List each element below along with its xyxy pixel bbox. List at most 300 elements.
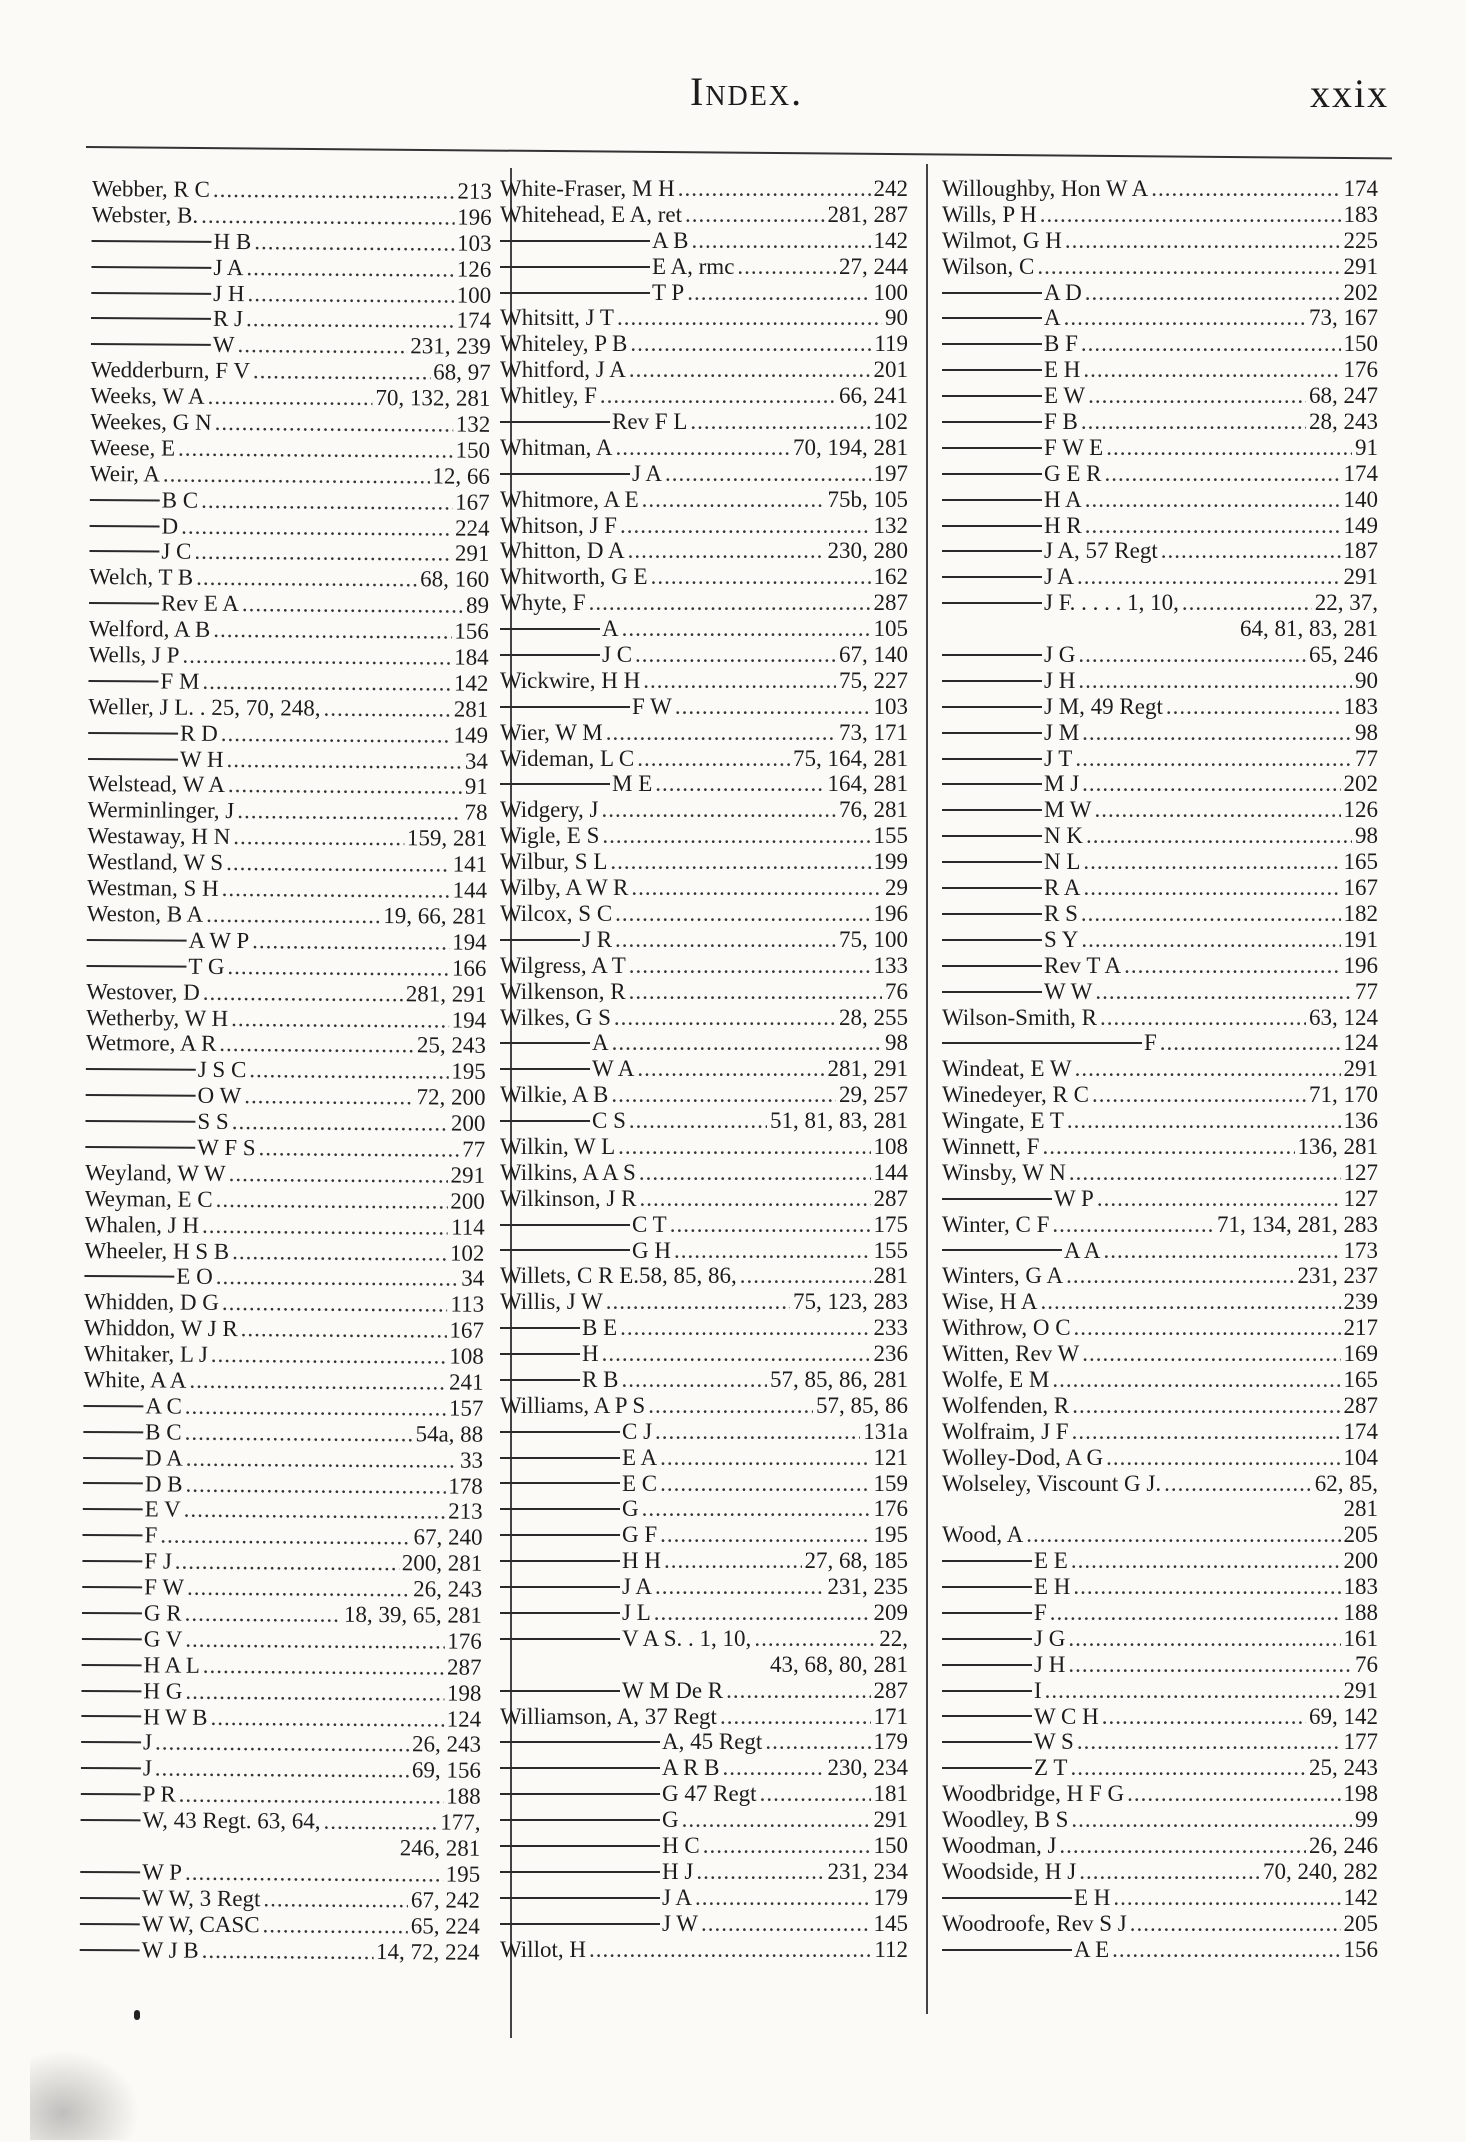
index-entry — [87, 875, 487, 904]
index-entry — [942, 409, 1378, 435]
repeat-dash — [500, 1638, 620, 1640]
index-entry — [942, 176, 1378, 202]
index-entry — [942, 1367, 1378, 1393]
entry-pages: 136 — [1343, 1108, 1378, 1134]
leader-dots — [1040, 202, 1341, 228]
leader-dots — [1127, 1781, 1340, 1807]
entry-pages: 149 — [1343, 512, 1378, 538]
index-entry — [500, 1626, 908, 1652]
leader-dots — [1059, 1833, 1306, 1859]
entry-pages: 65, 246 — [1309, 642, 1378, 668]
repeat-dash — [942, 1664, 1032, 1666]
entry-name: Whitaker, L J — [83, 1341, 208, 1367]
leader-dots — [660, 1471, 870, 1497]
entry-name: Witten, Rev W — [942, 1341, 1080, 1367]
repeat-dash — [942, 783, 1042, 785]
entry-pages: 34 — [461, 1266, 485, 1292]
entry-name: W W — [1044, 978, 1093, 1004]
index-entry — [90, 409, 490, 438]
repeat-dash — [86, 1068, 196, 1071]
leader-dots — [252, 928, 449, 955]
index-entry — [86, 1030, 486, 1059]
leader-dots — [1075, 1056, 1341, 1082]
entry-pages: 291 — [450, 1162, 486, 1188]
entry-name: Widgery, J — [500, 797, 599, 823]
repeat-dash — [942, 1767, 1032, 1769]
index-entry — [500, 901, 908, 927]
repeat-dash — [942, 1586, 1032, 1588]
entry-name: Rev F L — [612, 409, 688, 435]
leader-dots — [602, 1341, 871, 1367]
entry-name: J M, 49 Regt — [1044, 693, 1163, 719]
entry-name: H R — [1044, 512, 1082, 538]
entry-pages: 194 — [452, 929, 487, 955]
leader-dots — [629, 979, 882, 1005]
entry-pages: 195 — [873, 1522, 908, 1548]
index-entry — [500, 1108, 908, 1134]
index-entry — [942, 771, 1378, 797]
index-entry — [500, 1833, 908, 1859]
entry-name: E H — [1074, 1884, 1111, 1910]
index-entry — [942, 1263, 1378, 1289]
entry-pages: 25, 243 — [1309, 1755, 1378, 1781]
leader-dots — [600, 383, 836, 409]
repeat-dash — [82, 1560, 142, 1562]
repeat-dash — [942, 369, 1042, 371]
entry-pages: 22, — [879, 1625, 908, 1651]
entry-name: Wood, A — [942, 1522, 1024, 1548]
repeat-dash — [942, 395, 1042, 397]
leader-dots — [675, 694, 871, 720]
entry-name: Wells, J P — [88, 642, 180, 668]
index-entry — [91, 331, 491, 360]
repeat-dash — [500, 706, 630, 708]
repeat-dash — [90, 499, 160, 501]
entry-name: F W — [632, 693, 672, 719]
entry-name: M E — [612, 771, 653, 797]
entry-pages: 71, 170 — [1309, 1082, 1378, 1108]
index-entry — [942, 1108, 1378, 1134]
repeat-dash — [942, 576, 1042, 578]
repeat-dash — [500, 939, 580, 941]
entry-pages: 73, 171 — [839, 719, 908, 745]
leader-dots — [1105, 461, 1341, 487]
entry-name: Wilkins, A A S — [500, 1159, 636, 1185]
entry-pages: 155 — [873, 1237, 908, 1263]
entry-pages: 127 — [1343, 1185, 1378, 1211]
leader-dots — [210, 1704, 443, 1732]
index-column-1 — [80, 176, 492, 1965]
entry-name: Whitton, D A — [500, 538, 625, 564]
leader-dots — [1050, 1600, 1341, 1626]
index-entry — [500, 1652, 908, 1678]
leader-dots — [691, 228, 870, 254]
leader-dots — [1097, 1186, 1341, 1212]
repeat-dash — [83, 1457, 143, 1459]
index-entry — [942, 1600, 1378, 1626]
entry-name: Wolley-Dod, A G — [942, 1444, 1104, 1470]
leader-dots — [664, 1548, 802, 1574]
leader-dots — [670, 1212, 871, 1238]
repeat-dash — [80, 1897, 140, 1899]
entry-pages: 198 — [446, 1680, 482, 1706]
leader-dots — [179, 1782, 444, 1810]
index-entry — [500, 1186, 908, 1212]
entry-name: E A — [622, 1444, 658, 1470]
entry-pages: 241 — [449, 1369, 484, 1395]
leader-dots — [612, 1030, 882, 1056]
leader-dots — [606, 1289, 790, 1315]
leader-dots — [615, 901, 870, 927]
repeat-dash — [500, 1224, 630, 1226]
leader-dots — [1073, 1574, 1340, 1600]
index-entry — [89, 590, 489, 619]
repeat-dash — [942, 1612, 1032, 1614]
entry-name: B F — [1044, 331, 1078, 357]
index-entry — [82, 1600, 482, 1629]
leader-dots — [602, 823, 870, 849]
entry-pages: 165 — [1343, 849, 1378, 875]
entry-name: Rev T A — [1044, 952, 1122, 978]
entry-name: W S — [1034, 1729, 1074, 1755]
entry-name: Westaway, H N — [87, 823, 231, 850]
repeat-dash — [500, 1120, 590, 1122]
repeat-dash — [500, 421, 610, 423]
leader-dots — [1072, 1419, 1341, 1445]
leader-dots — [720, 1704, 871, 1730]
leader-dots — [622, 616, 871, 642]
index-entry — [942, 875, 1378, 901]
entry-pages: 198 — [1343, 1781, 1378, 1807]
entry-name: Welstead, W A — [87, 771, 226, 798]
index-entry — [84, 1367, 484, 1396]
entry-pages: 69, 142 — [1309, 1703, 1378, 1729]
entry-name: Webber, R C — [91, 176, 210, 202]
leader-dots — [194, 539, 452, 567]
entry-pages: 231, 239 — [410, 333, 491, 360]
repeat-dash — [500, 1327, 580, 1329]
index-entry — [942, 564, 1378, 590]
leader-dots — [1065, 228, 1341, 254]
index-entry — [500, 616, 908, 642]
entry-name: Windeat, E W — [942, 1056, 1072, 1082]
leader-dots — [737, 254, 836, 280]
leader-dots — [175, 1549, 399, 1576]
repeat-dash — [500, 1431, 620, 1433]
entry-pages: 174 — [456, 308, 492, 334]
leader-dots — [639, 1160, 871, 1186]
entry-name: F B — [1044, 409, 1078, 435]
entry-name: Wedderburn, F V — [90, 357, 251, 384]
leader-dots — [648, 1393, 813, 1419]
entry-name: Westover, D — [86, 978, 200, 1005]
leader-dots — [655, 1419, 860, 1445]
leader-dots — [685, 202, 824, 228]
entry-name: J A — [662, 1884, 693, 1910]
entry-pages: 179 — [873, 1884, 908, 1910]
entry-pages: 291 — [873, 1807, 908, 1833]
entry-name: F J — [144, 1548, 172, 1574]
entry-pages: 70, 240, 282 — [1263, 1858, 1378, 1884]
repeat-dash — [84, 1275, 174, 1278]
entry-name: Whidden, D G — [84, 1289, 220, 1316]
leader-dots — [237, 798, 461, 825]
index-entry — [942, 979, 1378, 1005]
entry-name: H B — [213, 228, 252, 254]
index-entry — [85, 1134, 485, 1163]
entry-pages: 291 — [454, 541, 490, 567]
index-entry — [942, 228, 1378, 254]
index-entry — [500, 1885, 908, 1911]
entry-pages: 156 — [454, 618, 489, 644]
entry-name: J — [142, 1729, 153, 1755]
entry-name: Werminlinger, J — [87, 797, 235, 824]
leader-dots — [682, 1807, 871, 1833]
entry-name: Weyman, E C — [84, 1185, 213, 1212]
entry-pages: 167 — [455, 489, 490, 515]
entry-name: E H — [1034, 1574, 1071, 1600]
repeat-dash — [83, 1431, 143, 1433]
leader-dots — [1068, 1652, 1352, 1678]
leader-dots — [1037, 254, 1340, 280]
entry-name: E V — [144, 1496, 181, 1523]
entry-pages: 177 — [1343, 1729, 1378, 1755]
repeat-dash — [89, 602, 159, 604]
entry-pages: 105 — [873, 616, 908, 642]
entry-name: Wetherby, W H — [86, 1004, 229, 1031]
entry-name: Williamson, A, 37 Regt — [500, 1703, 717, 1729]
entry-pages: 202 — [1343, 771, 1378, 797]
repeat-dash — [83, 1405, 143, 1407]
entry-pages: 200 — [450, 1110, 486, 1136]
leader-dots — [1085, 513, 1341, 539]
entry-name: Weir, A — [89, 460, 161, 487]
leader-dots — [620, 513, 871, 539]
index-entry — [942, 1652, 1378, 1678]
index-entry — [500, 1859, 908, 1885]
repeat-dash — [942, 1741, 1032, 1743]
leader-dots — [196, 565, 417, 592]
entry-pages: 57, 85, 86, 281 — [770, 1366, 908, 1392]
index-entry — [942, 435, 1378, 461]
entry-pages: 202 — [1343, 279, 1378, 305]
entry-name: Whitmore, A E — [500, 486, 639, 512]
repeat-dash — [500, 266, 650, 268]
repeat-dash — [942, 758, 1042, 760]
entry-pages: 188 — [1343, 1599, 1378, 1625]
index-entry — [500, 1238, 908, 1264]
index-entry — [500, 1056, 908, 1082]
leader-dots — [1077, 1729, 1341, 1755]
index-entry — [500, 1937, 908, 1963]
index-entry — [942, 1056, 1378, 1082]
repeat-dash — [500, 1042, 590, 1044]
entry-pages: 231, 237 — [1297, 1263, 1378, 1289]
entry-name: Willis, J W — [500, 1289, 603, 1315]
index-entry — [500, 1212, 908, 1238]
entry-name: G 47 Regt — [662, 1781, 757, 1807]
entry-name: Wilkinson, J R — [500, 1185, 637, 1211]
index-entry — [91, 357, 491, 386]
leader-dots — [232, 1239, 447, 1266]
entry-name: H C — [662, 1833, 700, 1858]
index-entry — [87, 927, 487, 956]
repeat-dash — [85, 1146, 195, 1149]
leader-dots — [241, 1316, 447, 1343]
index-column-3 — [942, 176, 1378, 1962]
index-column-2 — [500, 176, 908, 1962]
repeat-dash — [81, 1741, 141, 1743]
leader-dots — [232, 1109, 448, 1136]
index-entry — [500, 1755, 908, 1781]
entry-name: A, 45 Regt — [662, 1729, 763, 1755]
entry-name: W F S — [197, 1134, 256, 1161]
index-entry — [82, 1626, 482, 1655]
entry-pages: 291 — [1343, 1677, 1378, 1703]
entry-name: A B — [652, 227, 689, 253]
entry-pages: 183 — [1343, 693, 1378, 719]
leader-dots — [189, 1368, 446, 1396]
entry-name: H — [582, 1341, 599, 1367]
entry-pages: 183 — [1343, 1574, 1378, 1600]
leader-dots — [1071, 1807, 1352, 1833]
entry-pages: 281 — [453, 696, 489, 722]
entry-pages: 12, 66 — [432, 463, 491, 489]
index-entry — [500, 797, 908, 823]
index-entry — [84, 1315, 484, 1344]
entry-name: E E — [1034, 1548, 1068, 1574]
leader-dots — [1070, 1755, 1306, 1781]
index-entry — [942, 823, 1378, 849]
entry-pages: 230, 280 — [827, 538, 908, 564]
entry-name: W H — [179, 746, 224, 772]
index-entry — [83, 1445, 483, 1474]
index-entry — [942, 616, 1378, 642]
entry-pages: 233 — [873, 1315, 908, 1341]
entry-name: G E R — [1044, 460, 1102, 486]
page-smudge — [30, 2050, 140, 2140]
entry-name: J A, 57 Regt — [1044, 538, 1158, 564]
entry-name: J A — [622, 1574, 653, 1600]
repeat-dash — [942, 343, 1042, 345]
leader-dots — [226, 850, 450, 877]
entry-pages: 165 — [1343, 1366, 1378, 1392]
repeat-dash — [82, 1612, 142, 1614]
entry-name: J M — [1044, 719, 1080, 745]
entry-pages: 291 — [1343, 253, 1378, 279]
index-entry — [500, 1160, 908, 1186]
index-entry — [500, 1263, 908, 1289]
index-entry — [500, 357, 908, 383]
leader-dots — [1083, 875, 1340, 901]
index-entry — [942, 668, 1378, 694]
leader-dots — [760, 1781, 871, 1807]
repeat-dash — [500, 1068, 590, 1070]
repeat-dash — [81, 1819, 141, 1821]
entry-name: J T — [1044, 745, 1073, 771]
leader-dots — [1067, 1108, 1341, 1134]
entry-pages: 89 — [465, 592, 490, 619]
entry-pages: 77 — [1355, 978, 1378, 1004]
entry-name: Wolfe, E M — [942, 1366, 1050, 1392]
leader-dots — [754, 1626, 876, 1652]
entry-pages: 167 — [1343, 875, 1378, 901]
index-entry — [80, 1859, 480, 1888]
entry-pages: 14, 72, 224 — [376, 1938, 480, 1965]
entry-name: Winedeyer, R C — [942, 1082, 1089, 1108]
entry-pages: 231, 234 — [827, 1858, 908, 1884]
leader-dots — [1113, 1885, 1340, 1911]
index-entry — [84, 1263, 484, 1292]
entry-name: A D — [1044, 279, 1082, 305]
leader-dots — [1160, 1030, 1341, 1056]
index-entry — [942, 797, 1378, 823]
index-entry — [942, 1496, 1378, 1522]
index-entry — [942, 357, 1378, 383]
leader-dots — [1088, 383, 1306, 409]
leader-dots — [185, 1471, 445, 1499]
entry-pages: 200 — [1343, 1548, 1378, 1574]
index-entry — [942, 1859, 1378, 1885]
entry-name: W, 43 Regt. 63, 64, — [142, 1807, 321, 1834]
leader-dots — [696, 1859, 824, 1885]
index-entry — [500, 1704, 908, 1730]
entry-name: Wolseley, Viscount G J. — [942, 1470, 1162, 1496]
repeat-dash — [92, 240, 212, 243]
leader-dots — [1106, 435, 1352, 461]
entry-name: J A — [1044, 564, 1075, 590]
entry-pages: 76 — [1355, 1651, 1378, 1677]
leader-dots — [1052, 1212, 1214, 1238]
entry-pages: 100 — [456, 282, 492, 308]
leader-dots — [637, 746, 790, 772]
index-entry — [500, 746, 908, 772]
entry-pages: 43, 68, 80, 281 — [770, 1651, 908, 1677]
entry-name: W M De R — [622, 1677, 724, 1703]
index-entry — [86, 979, 486, 1008]
index-entry — [83, 1496, 483, 1525]
repeat-dash — [91, 317, 211, 320]
repeat-dash — [942, 499, 1042, 501]
leader-dots — [202, 1937, 374, 1964]
entry-name: W — [212, 332, 235, 358]
entry-pages: 29, 257 — [839, 1082, 908, 1108]
index-entry — [84, 1289, 484, 1318]
entry-pages: 200, 281 — [401, 1550, 483, 1576]
repeat-dash — [500, 1353, 580, 1355]
entry-pages: 213 — [448, 1498, 483, 1525]
leader-dots — [690, 409, 870, 435]
leader-dots — [228, 772, 462, 800]
entry-pages: 144 — [452, 877, 488, 903]
entry-name: J G — [1044, 642, 1076, 668]
entry-name: Willot, H — [500, 1936, 586, 1962]
entry-name: R J — [212, 306, 244, 332]
repeat-dash — [500, 1819, 660, 1821]
entry-pages: 103 — [873, 693, 908, 719]
entry-name: B C — [161, 487, 199, 513]
leader-dots — [222, 1290, 448, 1317]
index-entry — [87, 849, 487, 878]
leader-dots — [631, 875, 882, 901]
repeat-dash — [500, 1741, 660, 1743]
leader-dots — [1069, 1160, 1341, 1186]
entry-pages: 67, 240 — [413, 1524, 483, 1551]
entry-pages: 75b, 105 — [827, 486, 908, 512]
repeat-dash — [942, 1715, 1032, 1717]
leader-dots — [216, 1187, 448, 1215]
entry-name: Webster, B. — [91, 201, 199, 228]
